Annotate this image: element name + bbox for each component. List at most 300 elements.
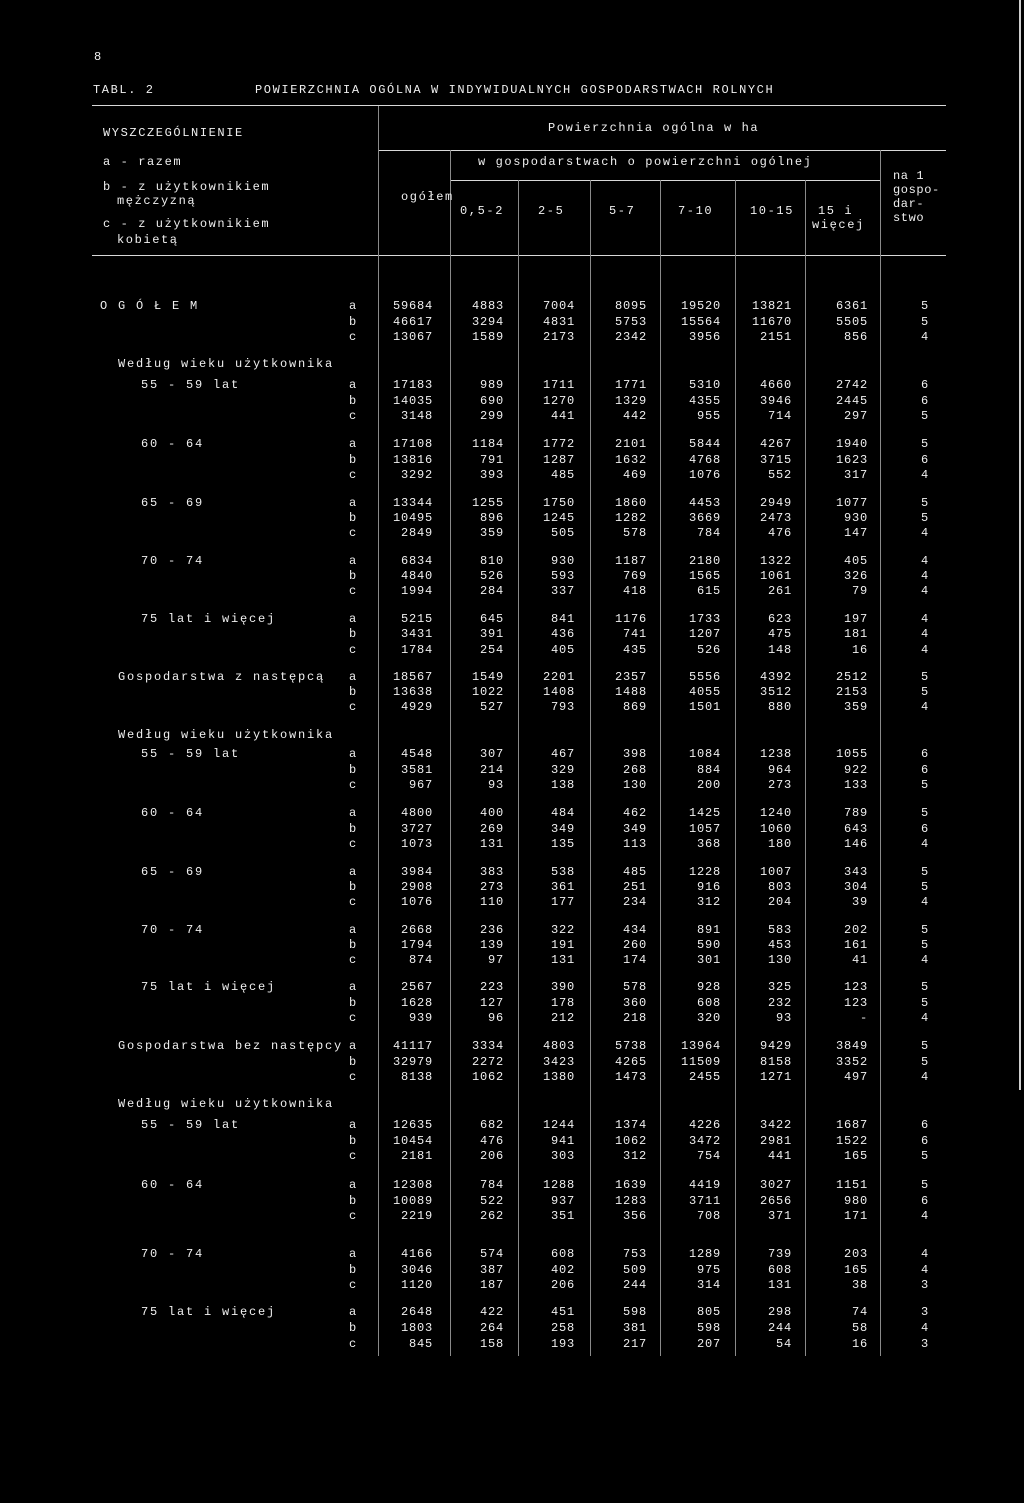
- section-heading: Według wieku użytkownika: [118, 728, 335, 742]
- cell-per-farm: 5: [920, 511, 929, 525]
- cell-5-7: 1473: [614, 1070, 647, 1084]
- cell-5-7: 312: [622, 1149, 647, 1163]
- cell-0-5-2: 522: [479, 1194, 504, 1208]
- cell-5-7: 1488: [614, 685, 647, 699]
- row-key: a: [349, 554, 357, 568]
- cell-2-5: 402: [550, 1263, 575, 1277]
- cell-0-5-2: 223: [479, 980, 504, 994]
- row-label: 65 - 69: [141, 496, 205, 510]
- cell-per-farm: 6: [920, 822, 929, 836]
- row-key: a: [349, 299, 357, 313]
- cell-total: 18567: [392, 670, 433, 684]
- cell-2-5: 138: [550, 778, 575, 792]
- cell-5-7: 2342: [614, 330, 647, 344]
- cell-5-7: 113: [622, 837, 647, 851]
- row-key: b: [349, 996, 357, 1010]
- cell-10-15: 1061: [759, 569, 792, 583]
- row-key: b: [349, 1321, 357, 1335]
- cell-15-plus: 146: [843, 837, 868, 851]
- cell-2-5: 4831: [542, 315, 575, 329]
- cell-2-5: 3423: [542, 1055, 575, 1069]
- cell-2-5: 4803: [542, 1039, 575, 1053]
- cell-total: 10089: [392, 1194, 433, 1208]
- cell-10-15: 1271: [759, 1070, 792, 1084]
- legend-a: a - razem: [103, 155, 183, 169]
- cell-total: 3148: [400, 409, 433, 423]
- cell-7-10: 1207: [688, 627, 721, 641]
- cell-total: 6834: [400, 554, 433, 568]
- cell-2-5: 329: [550, 763, 575, 777]
- cell-7-10: 4055: [688, 685, 721, 699]
- cell-10-15: 453: [767, 938, 792, 952]
- cell-15-plus: 203: [843, 1247, 868, 1261]
- cell-15-plus: 1940: [835, 437, 868, 451]
- cell-10-15: 232: [767, 996, 792, 1010]
- cell-per-farm: 5: [920, 1178, 929, 1192]
- cell-15-plus: 161: [843, 938, 868, 952]
- cell-0-5-2: 400: [479, 806, 504, 820]
- cell-5-7: 1283: [614, 1194, 647, 1208]
- cell-per-farm: 3: [920, 1305, 929, 1319]
- row-key: c: [349, 895, 357, 909]
- cell-0-5-2: 187: [479, 1278, 504, 1292]
- column-divider: [880, 150, 881, 1356]
- cell-15-plus: 165: [843, 1149, 868, 1163]
- cell-0-5-2: 690: [479, 394, 504, 408]
- cell-7-10: 805: [696, 1305, 721, 1319]
- cell-0-5-2: 1184: [471, 437, 504, 451]
- cell-total: 13638: [392, 685, 433, 699]
- cell-5-7: 2357: [614, 670, 647, 684]
- size-class-header: 0,5-2: [460, 204, 505, 218]
- cell-total: 1073: [400, 837, 433, 851]
- cell-0-5-2: 236: [479, 923, 504, 937]
- cell-10-15: 4392: [759, 670, 792, 684]
- cell-2-5: 177: [550, 895, 575, 909]
- cell-15-plus: 317: [843, 468, 868, 482]
- column-divider: [518, 180, 519, 1356]
- cell-15-plus: 171: [843, 1209, 868, 1223]
- cell-7-10: 312: [696, 895, 721, 909]
- cell-total: 3984: [400, 865, 433, 879]
- cell-total: 1784: [400, 643, 433, 657]
- cell-15-plus: 405: [843, 554, 868, 568]
- row-key: b: [349, 453, 357, 467]
- row-key: a: [349, 1178, 357, 1192]
- cell-10-15: 8158: [759, 1055, 792, 1069]
- cell-0-5-2: 158: [479, 1337, 504, 1351]
- cell-2-5: 1380: [542, 1070, 575, 1084]
- cell-15-plus: 2512: [835, 670, 868, 684]
- row-label: 55 - 59 lat: [141, 747, 241, 761]
- cell-0-5-2: 526: [479, 569, 504, 583]
- cell-2-5: 608: [550, 1247, 575, 1261]
- cell-10-15: 1322: [759, 554, 792, 568]
- cell-10-15: 3946: [759, 394, 792, 408]
- size-class-header: 2-5: [538, 204, 565, 218]
- cell-7-10: 4453: [688, 496, 721, 510]
- cell-total: 32979: [392, 1055, 433, 1069]
- cell-10-15: 475: [767, 627, 792, 641]
- cell-10-15: 714: [767, 409, 792, 423]
- cell-15-plus: 6361: [835, 299, 868, 313]
- table-title: POWIERZCHNIA OGÓLNA W INDYWIDUALNYCH GOSPODARSTWACH ROLNYCH: [255, 83, 775, 97]
- cell-10-15: 325: [767, 980, 792, 994]
- cell-5-7: 418: [622, 584, 647, 598]
- cell-7-10: 368: [696, 837, 721, 851]
- cell-15-plus: 133: [843, 778, 868, 792]
- cell-10-15: 4660: [759, 378, 792, 392]
- cell-7-10: 13964: [680, 1039, 721, 1053]
- cell-7-10: 19520: [680, 299, 721, 313]
- cell-5-7: 4265: [614, 1055, 647, 1069]
- cell-15-plus: 123: [843, 980, 868, 994]
- cell-0-5-2: 1589: [471, 330, 504, 344]
- cell-10-15: 11670: [751, 315, 792, 329]
- cell-5-7: 356: [622, 1209, 647, 1223]
- cell-5-7: 1632: [614, 453, 647, 467]
- cell-per-farm: 6: [920, 394, 929, 408]
- top-rule: [92, 105, 946, 106]
- cell-2-5: 937: [550, 1194, 575, 1208]
- row-key: c: [349, 1070, 357, 1084]
- cell-5-7: 434: [622, 923, 647, 937]
- cell-7-10: 3669: [688, 511, 721, 525]
- cell-15-plus: 1151: [835, 1178, 868, 1192]
- cell-15-plus: 497: [843, 1070, 868, 1084]
- cell-15-plus: 3849: [835, 1039, 868, 1053]
- row-label: O G Ó Ł E M: [100, 299, 200, 313]
- cell-0-5-2: 3294: [471, 315, 504, 329]
- cell-total: 4840: [400, 569, 433, 583]
- cell-15-plus: 2153: [835, 685, 868, 699]
- row-key: b: [349, 569, 357, 583]
- row-key: b: [349, 627, 357, 641]
- cell-total: 4166: [400, 1247, 433, 1261]
- cell-7-10: 590: [696, 938, 721, 952]
- cell-per-farm: 4: [920, 468, 929, 482]
- cell-5-7: 469: [622, 468, 647, 482]
- cell-total: 3581: [400, 763, 433, 777]
- row-key: a: [349, 612, 357, 626]
- cell-per-farm: 5: [920, 1039, 929, 1053]
- row-key: a: [349, 865, 357, 879]
- cell-7-10: 708: [696, 1209, 721, 1223]
- row-key: a: [349, 670, 357, 684]
- cell-0-5-2: 131: [479, 837, 504, 851]
- cell-per-farm: 4: [920, 1011, 929, 1025]
- cell-15-plus: 74: [851, 1305, 868, 1319]
- cell-total: 8138: [400, 1070, 433, 1084]
- table-label: TABL. 2: [93, 83, 155, 97]
- cell-2-5: 258: [550, 1321, 575, 1335]
- row-key: b: [349, 394, 357, 408]
- cell-7-10: 975: [696, 1263, 721, 1277]
- column-divider: [590, 180, 591, 1356]
- column-divider: [805, 180, 806, 1356]
- cell-0-5-2: 269: [479, 822, 504, 836]
- row-label: 70 - 74: [141, 1247, 205, 1261]
- cell-0-5-2: 273: [479, 880, 504, 894]
- row-key: c: [349, 584, 357, 598]
- cell-per-farm: 5: [920, 409, 929, 423]
- area-title: Powierzchnia ogólna w ha: [548, 121, 760, 135]
- row-key: a: [349, 980, 357, 994]
- cell-total: 17108: [392, 437, 433, 451]
- cell-15-plus: 197: [843, 612, 868, 626]
- cell-5-7: 1329: [614, 394, 647, 408]
- row-key: b: [349, 315, 357, 329]
- cell-2-5: 131: [550, 953, 575, 967]
- cell-total: 2648: [400, 1305, 433, 1319]
- cell-15-plus: 1077: [835, 496, 868, 510]
- cell-2-5: 1750: [542, 496, 575, 510]
- cell-per-farm: 4: [920, 554, 929, 568]
- cell-total: 3292: [400, 468, 433, 482]
- cell-5-7: 1187: [614, 554, 647, 568]
- cell-0-5-2: 1022: [471, 685, 504, 699]
- cell-per-farm: 4: [920, 953, 929, 967]
- cell-7-10: 1733: [688, 612, 721, 626]
- cell-5-7: 578: [622, 526, 647, 540]
- size-title: w gospodarstwach o powierzchni ogólnej: [478, 155, 813, 169]
- cell-7-10: 11509: [680, 1055, 721, 1069]
- cell-10-15: 9429: [759, 1039, 792, 1053]
- cell-7-10: 1084: [688, 747, 721, 761]
- cell-0-5-2: 387: [479, 1263, 504, 1277]
- cell-7-10: 1565: [688, 569, 721, 583]
- cell-2-5: 505: [550, 526, 575, 540]
- cell-per-farm: 4: [920, 895, 929, 909]
- cell-10-15: 371: [767, 1209, 792, 1223]
- cell-5-7: 8095: [614, 299, 647, 313]
- cell-10-15: 2656: [759, 1194, 792, 1208]
- row-key: b: [349, 511, 357, 525]
- area-title-rule: [378, 150, 946, 151]
- cell-0-5-2: 206: [479, 1149, 504, 1163]
- cell-5-7: 234: [622, 895, 647, 909]
- cell-2-5: 191: [550, 938, 575, 952]
- cell-per-farm: 5: [920, 315, 929, 329]
- cell-10-15: 583: [767, 923, 792, 937]
- row-label: 65 - 69: [141, 865, 205, 879]
- cell-5-7: 244: [622, 1278, 647, 1292]
- cell-total: 939: [408, 1011, 433, 1025]
- cell-10-15: 3715: [759, 453, 792, 467]
- cell-2-5: 361: [550, 880, 575, 894]
- cell-total: 3046: [400, 1263, 433, 1277]
- cell-10-15: 130: [767, 953, 792, 967]
- cell-5-7: 1374: [614, 1118, 647, 1132]
- cell-total: 13067: [392, 330, 433, 344]
- cell-0-5-2: 476: [479, 1134, 504, 1148]
- cell-10-15: 204: [767, 895, 792, 909]
- cell-7-10: 314: [696, 1278, 721, 1292]
- cell-7-10: 5844: [688, 437, 721, 451]
- cell-0-5-2: 264: [479, 1321, 504, 1335]
- cell-2-5: 1245: [542, 511, 575, 525]
- row-key: c: [349, 643, 357, 657]
- row-label: 60 - 64: [141, 1178, 205, 1192]
- cell-per-farm: 5: [920, 806, 929, 820]
- cell-per-farm: 5: [920, 1149, 929, 1163]
- row-key: b: [349, 938, 357, 952]
- cell-per-farm: 6: [920, 1134, 929, 1148]
- cell-total: 17183: [392, 378, 433, 392]
- scan-edge: [1019, 0, 1021, 1090]
- legend-b-cont: mężczyzną: [117, 194, 197, 208]
- cell-15-plus: 39: [851, 895, 868, 909]
- cell-2-5: 2201: [542, 670, 575, 684]
- cell-7-10: 207: [696, 1337, 721, 1351]
- cell-per-farm: 6: [920, 747, 929, 761]
- cell-5-7: 753: [622, 1247, 647, 1261]
- cell-per-farm: 4: [920, 584, 929, 598]
- cell-5-7: 251: [622, 880, 647, 894]
- size-title-rule: [450, 180, 880, 181]
- row-label: 60 - 64: [141, 806, 205, 820]
- row-label: 70 - 74: [141, 554, 205, 568]
- row-key: c: [349, 1278, 357, 1292]
- cell-0-5-2: 1549: [471, 670, 504, 684]
- cell-2-5: 467: [550, 747, 575, 761]
- cell-15-plus: 79: [851, 584, 868, 598]
- row-label: 60 - 64: [141, 437, 205, 451]
- cell-5-7: 5753: [614, 315, 647, 329]
- cell-per-farm: 5: [920, 299, 929, 313]
- cell-per-farm: 5: [920, 685, 929, 699]
- cell-10-15: 3422: [759, 1118, 792, 1132]
- column-divider: [378, 106, 379, 1356]
- cell-per-farm: 6: [920, 1118, 929, 1132]
- row-label: Gospodarstwa bez następcy: [118, 1039, 344, 1053]
- cell-0-5-2: 2272: [471, 1055, 504, 1069]
- cell-10-15: 880: [767, 700, 792, 714]
- cell-2-5: 1288: [542, 1178, 575, 1192]
- cell-15-plus: 2445: [835, 394, 868, 408]
- row-label: 75 lat i więcej: [141, 1305, 277, 1319]
- stub-title: WYSZCZEGÓLNIENIE: [103, 126, 244, 140]
- cell-7-10: 4355: [688, 394, 721, 408]
- cell-2-5: 485: [550, 468, 575, 482]
- cell-5-7: 741: [622, 627, 647, 641]
- row-key: c: [349, 700, 357, 714]
- per-farm-header: gospo-: [893, 183, 940, 197]
- cell-15-plus: 41: [851, 953, 868, 967]
- cell-5-7: 174: [622, 953, 647, 967]
- cell-0-5-2: 93: [487, 778, 504, 792]
- cell-2-5: 7004: [542, 299, 575, 313]
- cell-5-7: 130: [622, 778, 647, 792]
- cell-15-plus: 165: [843, 1263, 868, 1277]
- cell-total: 14035: [392, 394, 433, 408]
- cell-7-10: 916: [696, 880, 721, 894]
- cell-7-10: 2455: [688, 1070, 721, 1084]
- row-key: c: [349, 1149, 357, 1163]
- cell-2-5: 941: [550, 1134, 575, 1148]
- cell-total: 2908: [400, 880, 433, 894]
- cell-total: 874: [408, 953, 433, 967]
- cell-per-farm: 5: [920, 880, 929, 894]
- cell-per-farm: 5: [920, 437, 929, 451]
- cell-0-5-2: 527: [479, 700, 504, 714]
- cell-15-plus: 297: [843, 409, 868, 423]
- cell-7-10: 598: [696, 1321, 721, 1335]
- cell-per-farm: 5: [920, 996, 929, 1010]
- cell-total: 12635: [392, 1118, 433, 1132]
- row-label: 75 lat i więcej: [141, 980, 277, 994]
- cell-total: 1120: [400, 1278, 433, 1292]
- row-key: b: [349, 685, 357, 699]
- cell-5-7: 462: [622, 806, 647, 820]
- row-key: a: [349, 1039, 357, 1053]
- cell-5-7: 1860: [614, 496, 647, 510]
- cell-per-farm: 5: [920, 778, 929, 792]
- cell-7-10: 928: [696, 980, 721, 994]
- cell-5-7: 769: [622, 569, 647, 583]
- cell-15-plus: 856: [843, 330, 868, 344]
- section-heading: Według wieku użytkownika: [118, 1097, 335, 1111]
- cell-7-10: 1425: [688, 806, 721, 820]
- cell-5-7: 381: [622, 1321, 647, 1335]
- cell-15-plus: 58: [851, 1321, 868, 1335]
- cell-10-15: 608: [767, 1263, 792, 1277]
- cell-7-10: 3711: [688, 1194, 721, 1208]
- cell-10-15: 13821: [751, 299, 792, 313]
- cell-7-10: 2180: [688, 554, 721, 568]
- cell-2-5: 841: [550, 612, 575, 626]
- cell-2-5: 793: [550, 700, 575, 714]
- cell-5-7: 1771: [614, 378, 647, 392]
- cell-10-15: 148: [767, 643, 792, 657]
- cell-0-5-2: 299: [479, 409, 504, 423]
- cell-5-7: 398: [622, 747, 647, 761]
- column-divider: [735, 180, 736, 1356]
- cell-2-5: 193: [550, 1337, 575, 1351]
- cell-10-15: 1060: [759, 822, 792, 836]
- cell-per-farm: 5: [920, 865, 929, 879]
- cell-2-5: 322: [550, 923, 575, 937]
- cell-0-5-2: 645: [479, 612, 504, 626]
- cell-5-7: 869: [622, 700, 647, 714]
- cell-per-farm: 5: [920, 980, 929, 994]
- cell-0-5-2: 1062: [471, 1070, 504, 1084]
- cell-0-5-2: 110: [479, 895, 504, 909]
- cell-5-7: 1176: [614, 612, 647, 626]
- row-label: 55 - 59 lat: [141, 1118, 241, 1132]
- cell-7-10: 320: [696, 1011, 721, 1025]
- cell-per-farm: 4: [920, 1209, 929, 1223]
- cell-5-7: 268: [622, 763, 647, 777]
- per-farm-header: na 1: [893, 169, 925, 183]
- cell-0-5-2: 284: [479, 584, 504, 598]
- cell-total: 845: [408, 1337, 433, 1351]
- cell-10-15: 244: [767, 1321, 792, 1335]
- cell-per-farm: 5: [920, 1055, 929, 1069]
- total-column-header: ogółem: [401, 190, 454, 204]
- cell-total: 2668: [400, 923, 433, 937]
- cell-total: 1803: [400, 1321, 433, 1335]
- cell-5-7: 5738: [614, 1039, 647, 1053]
- cell-2-5: 2173: [542, 330, 575, 344]
- cell-per-farm: 6: [920, 378, 929, 392]
- cell-2-5: 451: [550, 1305, 575, 1319]
- cell-15-plus: 147: [843, 526, 868, 540]
- size-class-header: 7-10: [678, 204, 714, 218]
- row-key: a: [349, 378, 357, 392]
- row-key: c: [349, 1337, 357, 1351]
- row-key: a: [349, 496, 357, 510]
